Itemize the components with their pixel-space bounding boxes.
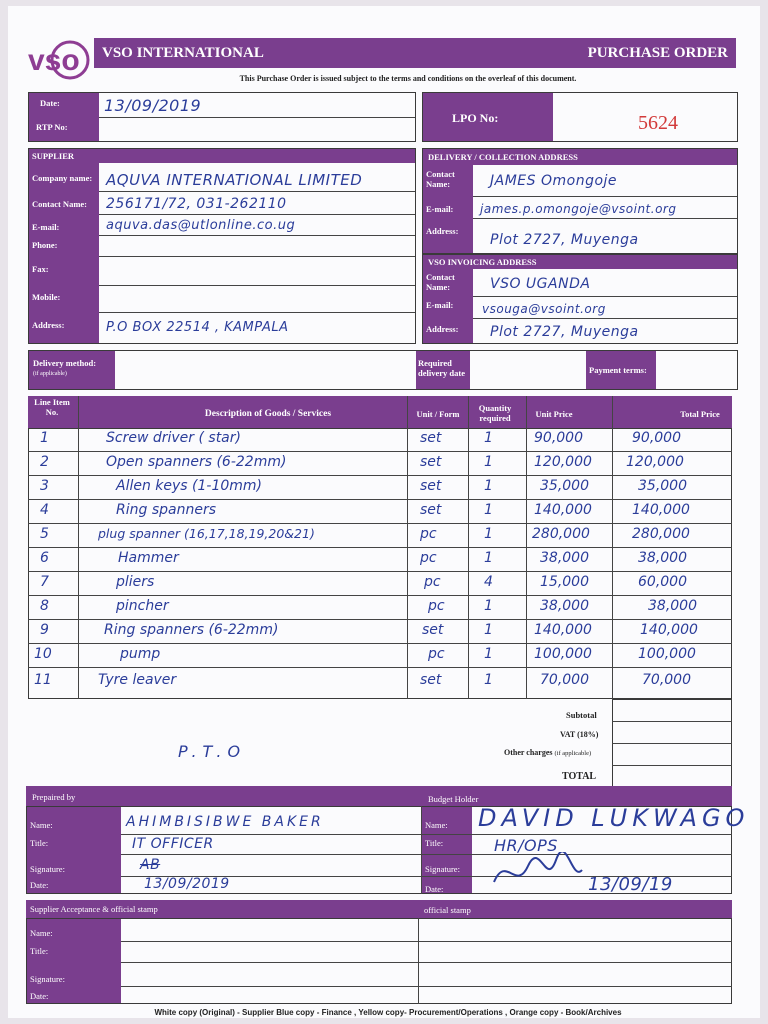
acc-line-3 [121, 986, 732, 987]
row-unit: set [422, 622, 444, 638]
row-total: 60,000 [638, 574, 687, 590]
delivery-address-label: Address: [426, 226, 459, 236]
inv-line-2 [473, 318, 737, 319]
other-charges-label [504, 748, 591, 757]
prep-line-1 [121, 834, 732, 835]
row-qty: 1 [484, 430, 493, 446]
table-row[interactable] [28, 644, 732, 668]
row-price: 140,000 [534, 502, 592, 518]
delivery-method-note: (if applicable) [33, 371, 67, 377]
row-unit: set [420, 672, 442, 688]
table-row[interactable] [28, 596, 732, 620]
row-price: 90,000 [534, 430, 583, 446]
tot-line-1 [612, 721, 732, 722]
row-desc: Ring spanners (6-22mm) [104, 622, 279, 638]
prepared-signature-label: Signature: [30, 864, 65, 874]
prepared-title-label: Title: [30, 838, 49, 848]
phone-label: Phone: [32, 240, 58, 250]
date-value[interactable]: 13/09/2019 [104, 96, 202, 115]
budget-holder-title: Budget Holder [428, 794, 479, 804]
prepared-title-value[interactable]: IT OFFICER [132, 836, 214, 852]
prepared-date-label: Date: [30, 880, 49, 890]
sup-line-4 [99, 256, 415, 257]
row-qty: 1 [484, 646, 493, 662]
table-row[interactable] [28, 428, 732, 452]
delivery-email-value[interactable]: james.p.omongoje@vsoint.org [480, 202, 677, 216]
th-qty: Quantity required [478, 403, 512, 423]
org-name: VSO INTERNATIONAL [102, 45, 264, 61]
lpo-label: LPO No: [452, 111, 499, 125]
row-price: 35,000 [540, 478, 589, 494]
row-qty: 1 [484, 550, 493, 566]
row-desc: pincher [116, 598, 169, 614]
acceptance-divider [418, 918, 419, 1004]
official-stamp-title: official stamp [424, 905, 471, 915]
row-price: 15,000 [540, 574, 589, 590]
row-unit: set [420, 430, 442, 446]
row-qty: 1 [484, 454, 493, 470]
row-qty: 1 [484, 672, 493, 688]
table-row[interactable] [28, 500, 732, 524]
acceptance-name-label: Name: [30, 928, 53, 938]
prepared-name-value[interactable]: AHIMBISIBWE BAKER [126, 814, 324, 830]
supplier-labels-bg [29, 163, 99, 343]
row-desc: pliers [116, 574, 155, 590]
delivery-method-label: Delivery method: [33, 358, 97, 368]
row-total: 38,000 [638, 550, 687, 566]
row-total: 140,000 [640, 622, 698, 638]
contact-name-value[interactable]: 256171/72, 031-262110 [106, 196, 287, 212]
subtotal-label: Subtotal [566, 710, 597, 720]
sup-line-2 [99, 214, 415, 215]
contact-name-label: Contact Name: [32, 199, 87, 209]
acceptance-title: Supplier Acceptance & official stamp [30, 904, 158, 914]
company-name-value[interactable]: AQUVA INTERNATIONAL LIMITED [106, 171, 363, 189]
acceptance-title-label: Title: [30, 946, 49, 956]
other-charges-text: Other charges [504, 748, 553, 757]
footer-copies: White copy (Original) - Supplier Blue copy - Finance , Yellow copy- Procurement/Operations , Orange copy - Book/Archives [154, 1008, 622, 1017]
acc-line-2 [121, 962, 732, 963]
row-desc: Ring spanners [116, 502, 216, 518]
row-qty: 1 [484, 478, 493, 494]
row-no: 6 [40, 550, 49, 566]
payment-terms-label: Payment terms: [589, 365, 647, 375]
row-total: 38,000 [648, 598, 697, 614]
row-price: 100,000 [534, 646, 592, 662]
acceptance-box [26, 918, 732, 1004]
budget-signature-label: Signature: [425, 864, 460, 874]
prepared-section-bar [26, 786, 732, 806]
row-price: 140,000 [534, 622, 592, 638]
table-row[interactable] [28, 476, 732, 500]
prepared-signature-value[interactable]: AB [140, 857, 161, 873]
row-price: 38,000 [540, 598, 589, 614]
row-desc: plug spanner (16,17,18,19,20&21) [98, 526, 315, 541]
prepared-divider [421, 806, 422, 894]
rtp-label: RTP No: [36, 122, 68, 132]
company-name-label: Company name: [32, 173, 93, 183]
row-no: 10 [34, 646, 52, 662]
delivery-section-title: DELIVERY / COLLECTION ADDRESS [428, 152, 578, 162]
supplier-section-bar [29, 149, 415, 163]
row-price: 70,000 [540, 672, 589, 688]
row-unit: pc [424, 574, 441, 590]
th-description: Description of Goods / Services [204, 409, 332, 419]
table-row[interactable] [28, 524, 732, 548]
sup-line-1 [99, 191, 415, 192]
purchase-order-page [8, 6, 760, 1018]
row-qty: 1 [484, 502, 493, 518]
date-divider [99, 117, 415, 118]
tot-line-3 [612, 765, 732, 766]
table-row[interactable] [28, 452, 732, 476]
row-desc: Tyre leaver [98, 672, 177, 688]
row-no: 2 [40, 454, 49, 470]
row-desc: Hammer [118, 550, 179, 566]
row-unit: pc [428, 598, 445, 614]
row-unit: set [420, 478, 442, 494]
date-label: Date: [40, 98, 60, 108]
th-unit: Unit / Form [416, 409, 460, 419]
budget-date-label: Date: [425, 884, 444, 894]
pto-note: P.T.O [178, 742, 247, 761]
invoicing-section-title: VSO INVOICING ADDRESS [428, 257, 537, 267]
delivery-address-value[interactable]: Plot 2727, Muyenga [490, 232, 639, 248]
invoicing-email-value[interactable]: vsouga@vsoint.org [482, 302, 606, 316]
row-qty: 1 [484, 526, 493, 542]
sup-line-3 [99, 235, 415, 236]
prepared-by-title: Prepaired by [32, 792, 76, 802]
row-desc: pump [120, 646, 161, 662]
row-total: 120,000 [626, 454, 684, 470]
total-label: TOTAL [562, 771, 597, 782]
prep-line-2 [121, 854, 732, 855]
sup-line-5 [99, 285, 415, 286]
invoicing-address-value[interactable]: Plot 2727, Muyenga [490, 324, 639, 340]
row-price: 120,000 [534, 454, 592, 470]
tot-line-2 [612, 743, 732, 744]
budget-title-label: Title: [425, 838, 444, 848]
table-row[interactable] [28, 572, 732, 596]
supplier-email-value[interactable]: aquva.das@utlonline.co.ug [106, 218, 296, 233]
invoicing-email-label: E-mail: [426, 300, 454, 310]
row-qty: 4 [484, 574, 493, 590]
row-no: 9 [40, 622, 49, 638]
supplier-address-label: Address: [32, 320, 65, 330]
table-row[interactable] [28, 548, 732, 572]
delivery-contact-label: Contact Name: [426, 169, 455, 189]
row-total: 35,000 [638, 478, 687, 494]
row-total: 140,000 [632, 502, 690, 518]
row-desc: Screw driver ( star) [106, 430, 241, 446]
th-total-price: Total Price [680, 409, 720, 419]
acceptance-signature-label: Signature: [30, 974, 65, 984]
invoicing-address-label: Address: [426, 324, 459, 334]
terms-notice: This Purchase Order is issued subject to the terms and conditions on the overleaf of this document. [239, 74, 577, 83]
row-unit: pc [420, 550, 437, 566]
mobile-label: Mobile: [32, 292, 61, 302]
vso-logo [22, 36, 96, 86]
inv-line-1 [473, 296, 737, 297]
delivery-email-label: E-mail: [426, 204, 454, 214]
row-no: 11 [34, 672, 52, 688]
row-price: 280,000 [532, 526, 590, 542]
supplier-address-value[interactable]: P.O BOX 22514 , KAMPALA [106, 320, 289, 335]
budget-signature-icon [486, 852, 586, 892]
row-no: 8 [40, 598, 49, 614]
row-price: 38,000 [540, 550, 589, 566]
del-line-1 [473, 196, 737, 197]
row-qty: 1 [484, 598, 493, 614]
row-total: 90,000 [632, 430, 681, 446]
budget-date-value[interactable]: 13/09/19 [588, 874, 673, 895]
row-desc: Open spanners (6-22mm) [106, 454, 287, 470]
row-no: 1 [40, 430, 49, 446]
invoicing-contact-label: Contact Name: [426, 272, 455, 292]
row-unit: set [420, 502, 442, 518]
row-no: 4 [40, 502, 49, 518]
row-desc: Allen keys (1-10mm) [116, 478, 263, 494]
th-line-no: Line Item No. [34, 397, 70, 417]
row-no: 5 [40, 526, 49, 542]
row-total: 70,000 [642, 672, 691, 688]
row-total: 280,000 [632, 526, 690, 542]
header-bar [94, 38, 736, 68]
supplier-section-title: SUPPLIER [32, 151, 75, 161]
prepared-name-label: Name: [30, 820, 53, 830]
supplier-email-label: E-mail: [32, 222, 60, 232]
row-total: 100,000 [638, 646, 696, 662]
row-unit: set [420, 454, 442, 470]
table-row[interactable] [28, 668, 732, 699]
delivery-contact-value[interactable]: JAMES Omongoje [490, 173, 618, 189]
row-qty: 1 [484, 622, 493, 638]
prepared-date-value[interactable]: 13/09/2019 [144, 876, 230, 892]
budget-name-label: Name: [425, 820, 448, 830]
budget-name-value[interactable]: DAVID LUKWAGO [478, 804, 750, 832]
budget-title-value[interactable]: HR/OPS [494, 836, 558, 855]
vat-label: VAT (18%) [560, 730, 599, 739]
row-no: 7 [40, 574, 49, 590]
other-charges-note: (if applicable) [554, 750, 592, 757]
lpo-number: 5624 [638, 112, 678, 134]
row-unit: pc [420, 526, 437, 542]
row-unit: pc [428, 646, 445, 662]
invoicing-contact-value[interactable]: VSO UGANDA [490, 276, 591, 292]
svg-text:vso: vso [28, 44, 80, 77]
row-no: 3 [40, 478, 49, 494]
sup-line-6 [99, 312, 415, 313]
fax-label: Fax: [32, 264, 49, 274]
del-line-2 [473, 218, 737, 219]
th-unit-price: Unit Price [535, 409, 573, 419]
required-date-label: Required delivery date [418, 358, 465, 378]
doc-type: PURCHASE ORDER [587, 45, 728, 61]
acc-line-1 [121, 941, 732, 942]
table-row[interactable] [28, 620, 732, 644]
acceptance-date-label: Date: [30, 991, 49, 1001]
